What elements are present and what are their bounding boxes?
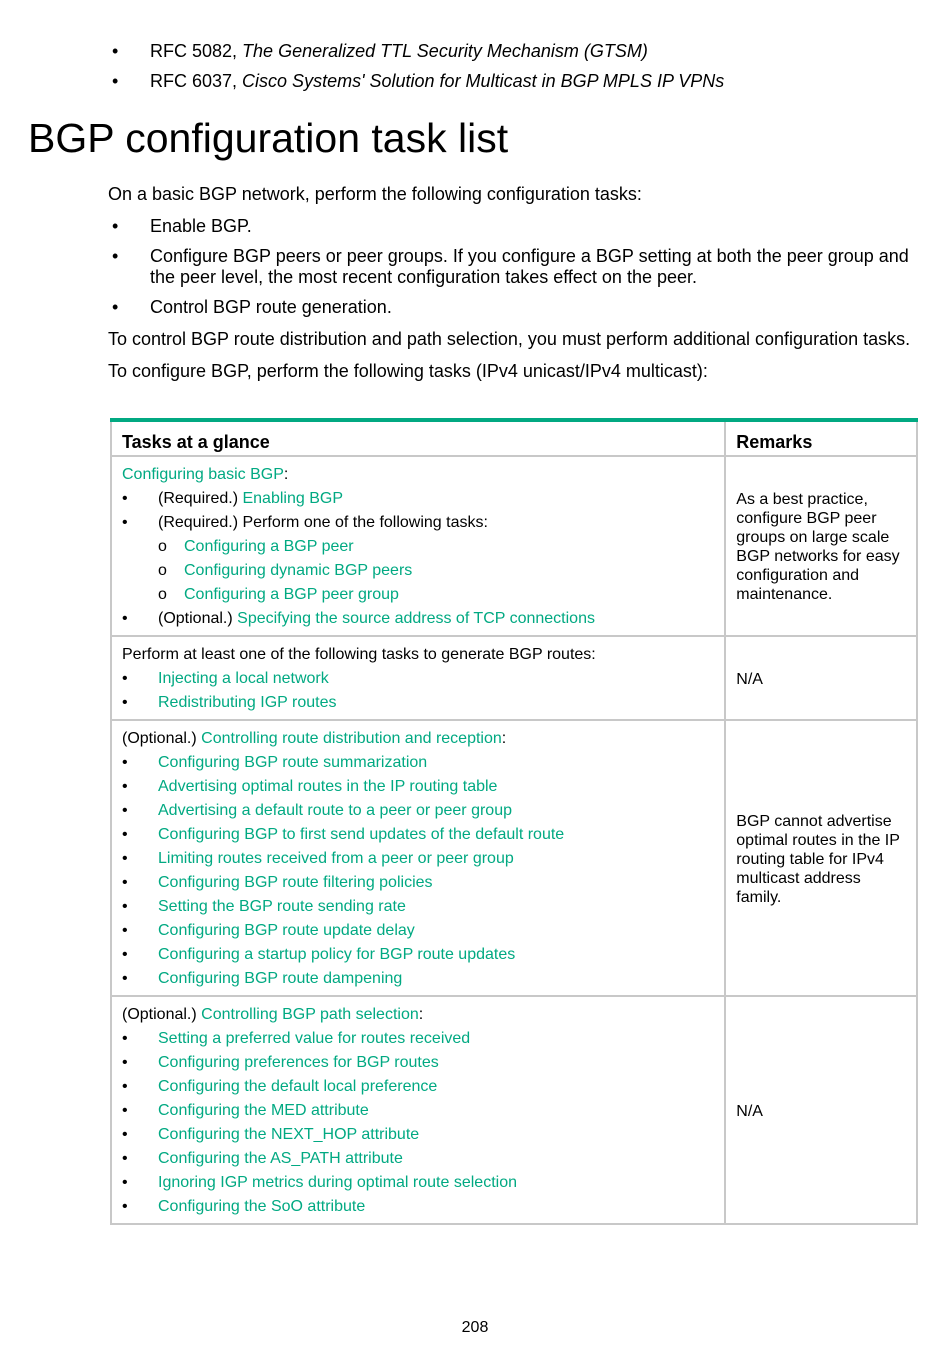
table-row (111, 456, 917, 636)
task-link[interactable]: Configuring the AS_PATH attribute (158, 1150, 403, 1167)
bullet-icon: • (112, 71, 119, 91)
task-link[interactable]: Configuring the MED attribute (158, 1102, 369, 1119)
bullet-icon: • (122, 490, 128, 507)
section-heading: BGP configuration task list (28, 115, 509, 161)
task-link[interactable]: Advertising optimal routes in the IP routing table (158, 778, 498, 795)
task-link[interactable]: Advertising a default route to a peer or peer group (158, 802, 512, 819)
rfc-number: RFC 6037, (150, 71, 243, 91)
remarks-cell: BGP cannot advertise optimal routes in the IP routing table for IPv4 multicast address family. (725, 720, 917, 996)
bullet-icon: • (112, 216, 119, 236)
link-configuring-basic-bgp[interactable]: Configuring basic BGP (122, 466, 284, 483)
bullet-icon: • (122, 694, 128, 711)
task-link[interactable]: Configuring BGP route filtering policies (158, 874, 433, 891)
circle-bullet-icon: o (158, 586, 167, 603)
list-item (122, 775, 714, 799)
bullet-icon: • (122, 1150, 128, 1167)
section-body (108, 184, 916, 393)
list-item (122, 799, 714, 823)
list-item (122, 667, 714, 691)
page-number: 208 (461, 1319, 489, 1336)
task-link[interactable]: Configuring BGP route dampening (158, 970, 403, 987)
column-header-tasks: Tasks at a glance (111, 420, 725, 456)
tasks-cell: Configuring basic BGP: • (Required.) Enabling BGP • (Required.) Perform one of the following tasks: o Configuring a BGP peer o Configuring dynamic BGP peers o Configuring a BGP peer group • (Optional.) Specifying the source address of TCP connections (111, 456, 725, 636)
list-item (122, 943, 714, 967)
list-item (122, 691, 714, 715)
sub-list-item (158, 535, 714, 559)
task-link[interactable]: Configuring preferences for BGP routes (158, 1054, 439, 1071)
top-bullet-list (108, 40, 918, 100)
list-item: • (Optional.) Specifying the source address of TCP connections (122, 607, 714, 631)
bullet-icon: • (112, 297, 119, 317)
rfc-title: The Generalized TTL Security Mechanism (GTSM) (242, 41, 648, 61)
remarks-cell: N/A (725, 636, 917, 720)
bullet-icon: • (122, 514, 128, 531)
task-list (122, 667, 714, 715)
task-link[interactable]: Configuring the SoO attribute (158, 1198, 366, 1215)
bullet-icon: • (122, 1174, 128, 1191)
list-item (122, 967, 714, 991)
list-item (122, 1171, 714, 1195)
top-bullet-item (108, 70, 918, 92)
link-specifying-source-address[interactable]: Specifying the source address of TCP connections (237, 610, 595, 627)
intro-paragraph: On a basic BGP network, perform the following configuration tasks: (108, 184, 642, 204)
list-item (122, 1075, 714, 1099)
task-link[interactable]: Configuring BGP route summarization (158, 754, 428, 771)
list-item (122, 1051, 714, 1075)
bullet-icon: • (122, 1078, 128, 1095)
list-item: • (Required.) Perform one of the following tasks: o Configuring a BGP peer o Configuring dynamic BGP peers o Configuring a BGP peer group (122, 511, 714, 607)
link-configuring-dynamic-bgp-peers[interactable]: Configuring dynamic BGP peers (184, 562, 413, 579)
top-bullet-item (108, 40, 918, 62)
bullet-icon: • (112, 41, 119, 61)
bullet-icon: • (122, 1054, 128, 1071)
bullet-icon: • (122, 1126, 128, 1143)
bullet-icon: • (122, 670, 128, 687)
table-header-row (111, 420, 917, 456)
list-item (122, 1147, 714, 1171)
bullet-icon: • (122, 922, 128, 939)
intro-bullet-item: • Enable BGP. (112, 216, 252, 236)
list-item (122, 847, 714, 871)
intro-bullet-item: • Configure BGP peers or peer groups. If you configure a BGP setting at both the peer group and the peer level, the most recent configuration takes effect on the peer. (112, 246, 909, 287)
task-link[interactable]: Configuring the default local preference (158, 1078, 438, 1095)
bullet-icon: • (122, 850, 128, 867)
tasks-cell: (Optional.) Controlling BGP path selection: • Setting a preferred value for routes received • Configuring preferences for BGP routes • Configuring the default local preference • Configuring the MED attribute • Configuring the NEXT_HOP attribute • Configuring the AS_PATH attribute • Ignoring IGP metrics during optimal route selection • Configuring the SoO attribute (111, 996, 725, 1224)
sub-task-list (158, 535, 714, 607)
remarks-cell: As a best practice, configure BGP peer groups on large scale BGP networks for easy configuration and maintenance. (725, 456, 917, 636)
task-link[interactable]: Configuring BGP route update delay (158, 922, 415, 939)
list-item (122, 1195, 714, 1219)
configure-paragraph: To configure BGP, perform the following tasks (IPv4 unicast/IPv4 multicast): (108, 361, 708, 381)
rfc-number: RFC 5082, (150, 41, 243, 61)
list-item (122, 1099, 714, 1123)
task-link[interactable]: Redistributing IGP routes (158, 694, 337, 711)
list-item (122, 871, 714, 895)
bullet-icon: • (122, 898, 128, 915)
task-link[interactable]: Injecting a local network (158, 670, 329, 687)
intro-bullet-list (108, 216, 916, 318)
bullet-icon: • (122, 874, 128, 891)
task-list (122, 1027, 714, 1219)
rfc-title: Cisco Systems' Solution for Multicast in BGP MPLS IP VPNs (242, 71, 725, 91)
sub-list-item (158, 583, 714, 607)
bullet-icon: • (122, 826, 128, 843)
list-item (122, 895, 714, 919)
task-link[interactable]: Limiting routes received from a peer or peer group (158, 850, 514, 867)
table-row (111, 996, 917, 1224)
list-item (122, 1027, 714, 1051)
tasks-cell: (Optional.) Controlling route distribution and reception: • Configuring BGP route summarization • Advertising optimal routes in the IP routing table • Advertising a default route to a peer or peer group • Configuring BGP to first send updates of the default route • Limiting routes received from a peer or peer group • Configuring BGP route filtering policies • Setting the BGP route sending rate • Configuring BGP route update delay • Configuring a startup policy for BGP route updates • Configuring BGP route dampening (111, 720, 725, 996)
bullet-icon: • (122, 946, 128, 963)
task-link[interactable]: Configuring the NEXT_HOP attribute (158, 1126, 420, 1143)
bullet-icon: • (122, 754, 128, 771)
list-item (122, 823, 714, 847)
task-link[interactable]: Configuring BGP to first send updates of the default route (158, 826, 565, 843)
tasks-cell: Perform at least one of the following tasks to generate BGP routes: • Injecting a local network • Redistributing IGP routes (111, 636, 725, 720)
bullet-icon: • (122, 1198, 128, 1215)
link-configuring-bgp-peer-group[interactable]: Configuring a BGP peer group (184, 586, 399, 603)
task-table (110, 418, 918, 1225)
bullet-icon: • (122, 610, 128, 627)
link-enabling-bgp[interactable]: Enabling BGP (242, 490, 343, 507)
table-row (111, 636, 917, 720)
task-list (122, 487, 714, 631)
link-configuring-bgp-peer[interactable]: Configuring a BGP peer (184, 538, 354, 555)
task-link[interactable]: Setting the BGP route sending rate (158, 898, 406, 915)
task-link[interactable]: Setting a preferred value for routes received (158, 1030, 471, 1047)
list-item (122, 751, 714, 775)
circle-bullet-icon: o (158, 538, 167, 555)
sub-list-item (158, 559, 714, 583)
list-item: • (Required.) Enabling BGP (122, 487, 714, 511)
remarks-cell: N/A (725, 996, 917, 1224)
bullet-icon: • (122, 1030, 128, 1047)
bullet-icon: • (112, 246, 119, 266)
list-item (122, 919, 714, 943)
task-link[interactable]: Ignoring IGP metrics during optimal route selection (158, 1174, 517, 1191)
control-paragraph: To control BGP route distribution and path selection, you must perform additional configuration tasks. (108, 329, 911, 349)
table-row (111, 720, 917, 996)
list-item (122, 1123, 714, 1147)
bullet-icon: • (122, 970, 128, 987)
link-controlling-bgp-path-selection[interactable]: Controlling BGP path selection (201, 1006, 419, 1023)
bullet-icon: • (122, 778, 128, 795)
task-link[interactable]: Configuring a startup policy for BGP route updates (158, 946, 516, 963)
link-controlling-route-distribution[interactable]: Controlling route distribution and reception (201, 730, 502, 747)
bullet-icon: • (122, 1102, 128, 1119)
column-header-remarks: Remarks (725, 420, 917, 456)
circle-bullet-icon: o (158, 562, 167, 579)
task-list (122, 751, 714, 991)
intro-bullet-item: • Control BGP route generation. (112, 297, 392, 317)
bullet-icon: • (122, 802, 128, 819)
